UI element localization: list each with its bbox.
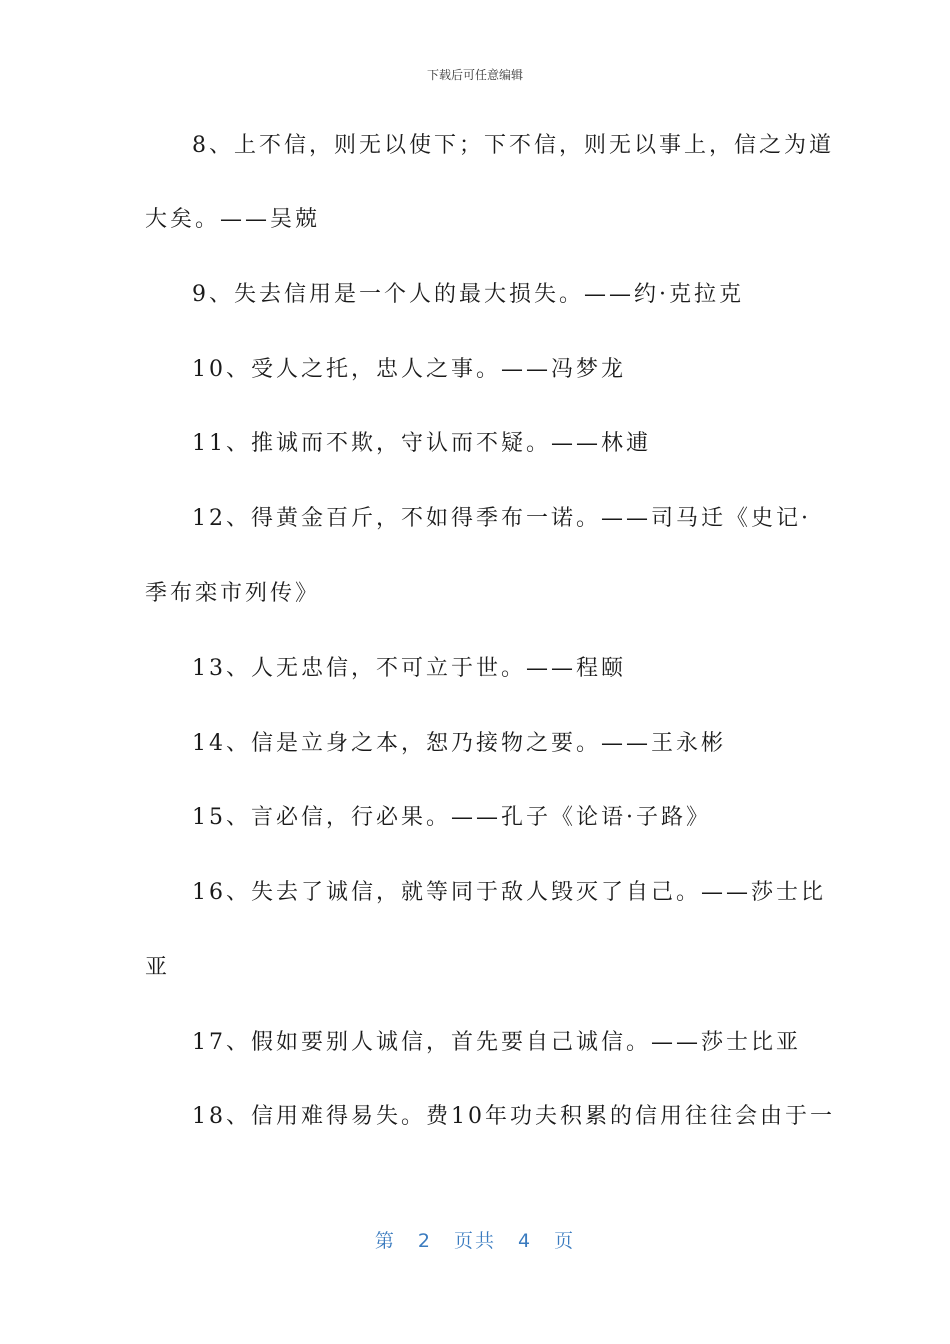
quote-line: 季布栾市列传》 — [145, 581, 321, 606]
quote-line: 16、失去了诚信，就等同于敌人毁灭了自己。——莎士比 — [192, 880, 826, 905]
quote-line: 大矣。——吴兢 — [145, 207, 321, 232]
footer-suffix: 页 — [554, 1230, 576, 1252]
quote-line: 8、上不信，则无以使下；下不信，则无以事上，信之为道 — [192, 133, 834, 158]
footer-total-pages: 4 — [518, 1230, 533, 1252]
footer-middle: 页共 — [453, 1230, 496, 1252]
quote-line: 14、信是立身之本，恕乃接物之要。——王永彬 — [192, 731, 726, 756]
page-header: 下载后可任意编辑 — [426, 68, 523, 82]
quote-line: 15、言必信，行必果。——孔子《论语·子路》 — [192, 805, 711, 830]
quote-line: 亚 — [145, 955, 171, 980]
quote-line: 10、受人之托，忠人之事。——冯梦龙 — [192, 357, 626, 382]
quote-line: 9、失去信用是一个人的最大损失。——约·克拉克 — [192, 282, 744, 307]
footer-page-number: 2 — [417, 1230, 432, 1252]
quote-line: 18、信用难得易失。费10年功夫积累的信用往往会由于一 — [192, 1104, 835, 1129]
quote-line: 13、人无忠信，不可立于世。——程颐 — [192, 656, 626, 681]
footer-prefix: 第 — [374, 1230, 396, 1252]
quote-line: 11、推诚而不欺，守认而不疑。——林逋 — [192, 431, 651, 456]
quote-line: 12、得黄金百斤，不如得季布一诺。——司马迁《史记· — [192, 506, 811, 531]
quote-line: 17、假如要别人诚信，首先要自己诚信。——莎士比亚 — [192, 1030, 801, 1055]
page-footer — [0, 1226, 950, 1253]
